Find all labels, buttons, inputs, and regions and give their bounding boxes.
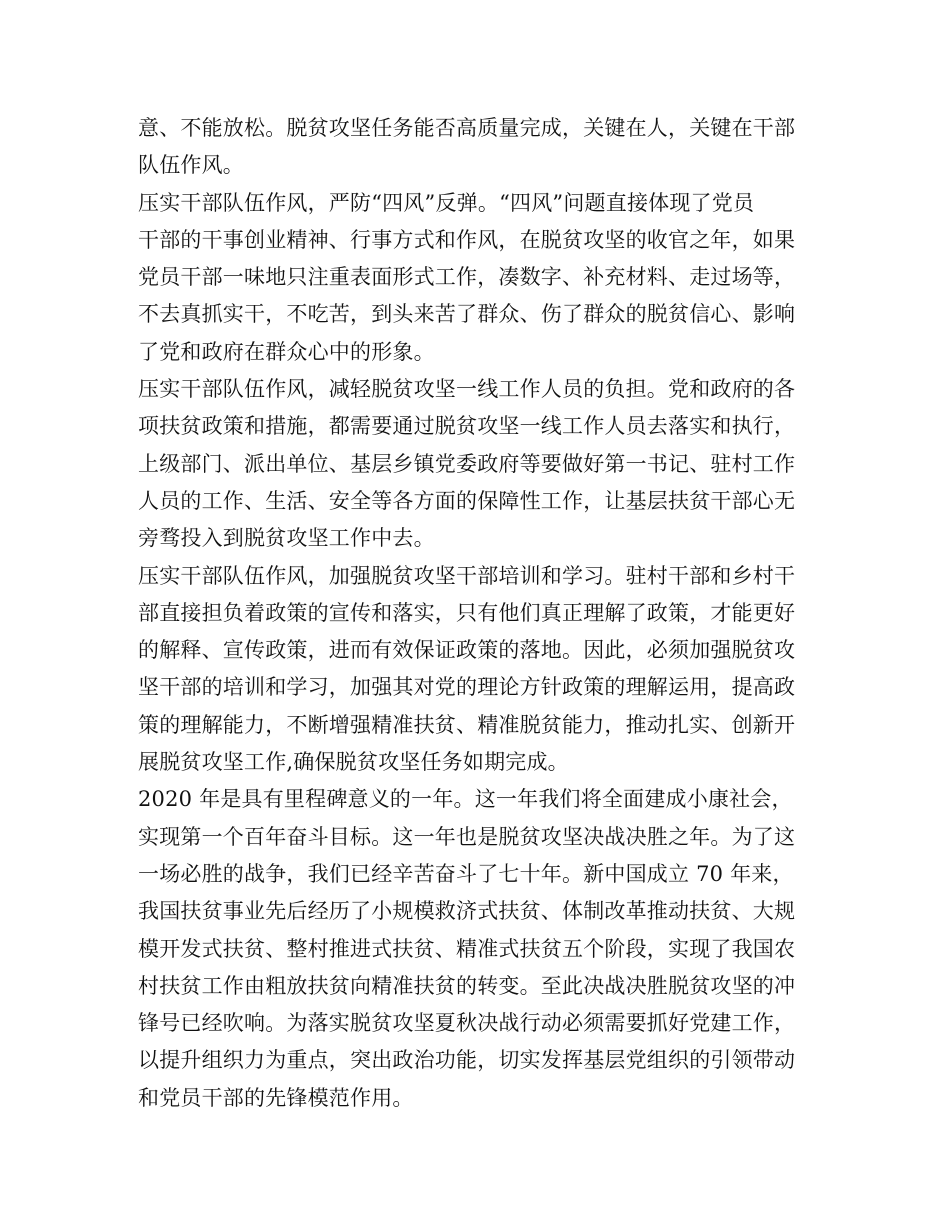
text-line: 队伍作风。 <box>138 153 244 178</box>
text-line: 意、不能放松。脱贫攻坚任务能否高质量完成，关键在人，关键在干部 <box>138 116 796 140</box>
text-line: 压实干部队伍作风，减轻脱贫攻坚一线工作人员的负担。党和政府的各 <box>138 377 796 402</box>
text-line: 展脱贫攻坚工作,确保脱贫攻坚任务如期完成。 <box>138 750 569 775</box>
text-line: 2020 年是具有里程碑意义的一年。这一年我们将全面建成小康社会， <box>138 787 793 812</box>
text-line: 人员的工作、生活、安全等各方面的保障性工作，让基层扶贫干部心无 <box>138 488 796 513</box>
text-line: 实现第一个百年奋斗目标。这一年也是脱贫攻坚决战决胜之年。为了这 <box>138 824 796 849</box>
text-line: 党员干部一味地只注重表面形式工作，凑数字、补充材料、走过场等， <box>138 265 796 290</box>
text-line: 和党员干部的先锋模范作用。 <box>138 1085 414 1110</box>
text-line: 以提升组织力为重点，突出政治功能，切实发挥基层党组织的引领带动 <box>138 1048 796 1073</box>
text-line: 策的理解能力，不断增强精准扶贫、精准脱贫能力，推动扎实、创新开 <box>138 712 796 737</box>
document-body <box>138 110 818 1117</box>
text-line: 不去真抓实干，不吃苦，到头来苦了群众、伤了群众的脱贫信心、影响 <box>138 302 796 327</box>
text-line: 了党和政府在群众心中的形象。 <box>138 339 435 364</box>
text-line: 坚干部的培训和学习，加强其对党的理论方针政策的理解运用，提高政 <box>138 675 796 700</box>
text-line: 模开发式扶贫、整村推进式扶贫、精准式扶贫五个阶段，实现了我国农 <box>138 936 796 961</box>
text-line: 锋号已经吹响。为落实脱贫攻坚夏秋决战行动必须需要抓好党建工作， <box>138 1011 796 1036</box>
text-line: 项扶贫政策和措施，都需要通过脱贫攻坚一线工作人员去落实和执行， <box>138 414 796 439</box>
text-line: 我国扶贫事业先后经历了小规模救济式扶贫、体制改革推动扶贫、大规 <box>138 899 796 924</box>
text-line: 旁骛投入到脱贫攻坚工作中去。 <box>138 526 435 551</box>
text-line: 压实干部队伍作风，严防“四风”反弹。“四风”问题直接体现了党员 <box>138 190 755 215</box>
text-line: 部直接担负着政策的宣传和落实，只有他们真正理解了政策，才能更好 <box>138 600 796 625</box>
text-line: 压实干部队伍作风，加强脱贫攻坚干部培训和学习。驻村干部和乡村干 <box>138 563 796 588</box>
text-line: 的解释、宣传政策，进而有效保证政策的落地。因此，必须加强脱贫攻 <box>138 638 796 663</box>
text-line: 一场必胜的战争，我们已经辛苦奋斗了七十年。新中国成立 70 年来， <box>138 861 794 886</box>
text-line: 村扶贫工作由粗放扶贫向精准扶贫的转变。至此决战决胜脱贫攻坚的冲 <box>138 973 796 998</box>
text-line: 干部的干事创业精神、行事方式和作风，在脱贫攻坚的收官之年，如果 <box>138 227 796 252</box>
text-line: 上级部门、派出单位、基层乡镇党委政府等要做好第一书记、驻村工作 <box>138 451 796 476</box>
